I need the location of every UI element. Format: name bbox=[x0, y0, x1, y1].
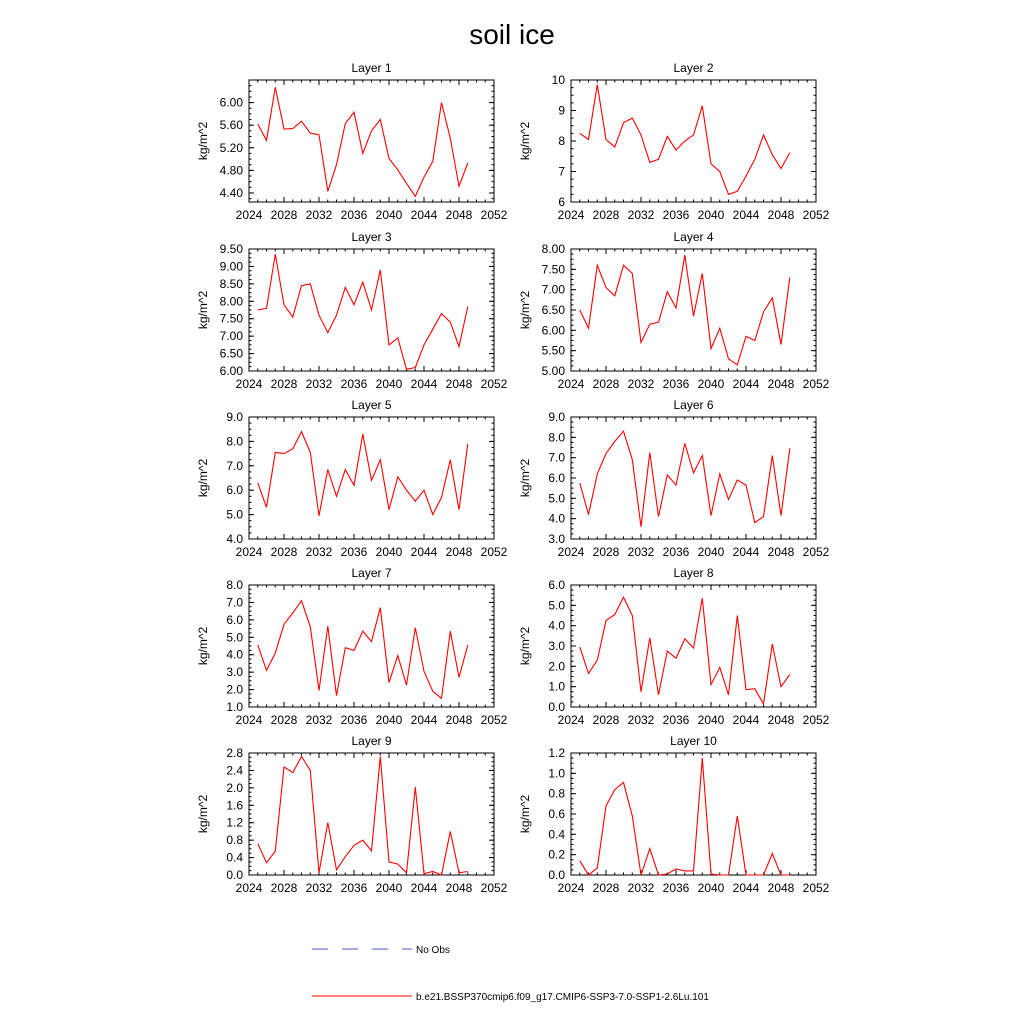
y-tick-label: 1.6 bbox=[226, 798, 243, 813]
y-tick-label: 1.0 bbox=[548, 766, 565, 781]
y-tick-label: 5.00 bbox=[541, 364, 565, 378]
y-tick-label: 8.00 bbox=[219, 294, 243, 309]
y-tick-label: 3.0 bbox=[226, 665, 243, 680]
panel-layer-5 bbox=[196, 398, 508, 559]
x-tick-label: 2028 bbox=[592, 545, 620, 559]
y-tick-label: 0.6 bbox=[548, 807, 565, 821]
x-tick-label: 2028 bbox=[270, 545, 298, 559]
y-tick-label: 8.0 bbox=[226, 578, 243, 592]
legend-run-label: b.e21.BSSP370cmip6.f09_g17.CMIP6-SSP3-7.0-SSP1-2.6Lu.101 bbox=[416, 992, 709, 1003]
y-tick-label: 1.0 bbox=[548, 679, 565, 694]
x-tick-label: 2052 bbox=[480, 881, 508, 895]
y-tick-label: 9.00 bbox=[219, 259, 243, 274]
y-tick-label: 6.50 bbox=[541, 303, 565, 317]
x-tick-label: 2048 bbox=[767, 377, 795, 391]
y-tick-label: 4.0 bbox=[226, 647, 243, 662]
y-tick-label: 1.0 bbox=[226, 700, 243, 714]
y-tick-label: 9 bbox=[558, 103, 565, 118]
x-tick-label: 2040 bbox=[375, 881, 403, 895]
x-tick-label: 2036 bbox=[340, 377, 368, 391]
x-tick-label: 2044 bbox=[732, 208, 760, 222]
panel-title: Layer 3 bbox=[351, 230, 392, 244]
series-line bbox=[258, 757, 468, 876]
x-tick-label: 2036 bbox=[340, 713, 368, 727]
y-axis-label: kg/m^2 bbox=[518, 458, 532, 498]
y-tick-label: 2.0 bbox=[226, 682, 243, 697]
x-tick-label: 2040 bbox=[375, 208, 403, 222]
series-line bbox=[580, 431, 790, 527]
y-tick-label: 7.00 bbox=[219, 329, 243, 344]
panel-layer-2 bbox=[518, 61, 830, 222]
y-tick-label: 5.50 bbox=[541, 343, 565, 358]
panel-layer-4 bbox=[518, 230, 830, 391]
x-tick-label: 2036 bbox=[340, 208, 368, 222]
x-tick-label: 2048 bbox=[445, 713, 473, 727]
y-tick-label: 6.00 bbox=[219, 364, 243, 378]
y-tick-label: 7.50 bbox=[541, 262, 565, 277]
series-line bbox=[580, 758, 790, 875]
y-tick-label: 6.50 bbox=[219, 346, 243, 361]
panel-layer-1 bbox=[196, 61, 508, 222]
x-tick-label: 2028 bbox=[592, 208, 620, 222]
y-tick-label: 6 bbox=[558, 195, 565, 209]
y-tick-label: 7 bbox=[558, 164, 565, 179]
x-tick-label: 2052 bbox=[802, 208, 830, 222]
x-tick-label: 2044 bbox=[732, 545, 760, 559]
x-tick-label: 2040 bbox=[697, 545, 725, 559]
x-tick-label: 2044 bbox=[410, 881, 438, 895]
x-tick-label: 2032 bbox=[305, 545, 333, 559]
x-tick-label: 2052 bbox=[802, 713, 830, 727]
x-tick-label: 2036 bbox=[662, 881, 690, 895]
x-tick-label: 2040 bbox=[697, 208, 725, 222]
x-tick-label: 2032 bbox=[305, 713, 333, 727]
y-tick-label: 2.4 bbox=[226, 763, 243, 778]
panel-title: Layer 1 bbox=[351, 61, 392, 75]
y-tick-label: 6.00 bbox=[219, 95, 243, 110]
panel-title: Layer 4 bbox=[673, 230, 714, 244]
x-tick-label: 2028 bbox=[270, 881, 298, 895]
x-tick-label: 2024 bbox=[557, 881, 585, 895]
panel-title: Layer 8 bbox=[673, 566, 714, 580]
y-tick-label: 5.60 bbox=[219, 118, 243, 133]
y-tick-label: 8.0 bbox=[226, 434, 243, 449]
x-tick-label: 2032 bbox=[627, 377, 655, 391]
y-tick-label: 7.50 bbox=[219, 311, 243, 326]
x-tick-label: 2044 bbox=[410, 208, 438, 222]
y-axis-label: kg/m^2 bbox=[518, 121, 532, 161]
x-tick-label: 2048 bbox=[767, 545, 795, 559]
y-tick-label: 2.8 bbox=[226, 746, 243, 760]
panel-layer-3 bbox=[196, 230, 508, 391]
y-tick-label: 8.50 bbox=[219, 276, 243, 291]
x-tick-label: 2040 bbox=[375, 377, 403, 391]
panel-title: Layer 5 bbox=[351, 398, 392, 412]
y-tick-label: 9.0 bbox=[548, 410, 565, 424]
x-tick-label: 2024 bbox=[235, 377, 263, 391]
x-tick-label: 2028 bbox=[270, 208, 298, 222]
x-tick-label: 2032 bbox=[305, 881, 333, 895]
x-tick-label: 2052 bbox=[802, 881, 830, 895]
x-tick-label: 2048 bbox=[445, 208, 473, 222]
panel-layer-8 bbox=[518, 566, 830, 727]
y-tick-label: 4.0 bbox=[226, 532, 243, 546]
y-tick-label: 0.0 bbox=[226, 868, 243, 882]
y-tick-label: 7.0 bbox=[226, 595, 243, 610]
series-line bbox=[258, 87, 468, 196]
x-tick-label: 2024 bbox=[235, 208, 263, 222]
x-tick-label: 2028 bbox=[592, 713, 620, 727]
y-axis-label: kg/m^2 bbox=[196, 626, 210, 666]
x-tick-label: 2036 bbox=[662, 713, 690, 727]
x-tick-label: 2032 bbox=[627, 208, 655, 222]
legend bbox=[312, 945, 709, 1003]
y-axis-label: kg/m^2 bbox=[518, 626, 532, 666]
panel-layer-10 bbox=[518, 734, 830, 895]
y-tick-label: 4.40 bbox=[219, 185, 243, 200]
x-tick-label: 2032 bbox=[627, 545, 655, 559]
figure-title: soil ice bbox=[469, 19, 555, 50]
plot-frame bbox=[249, 753, 494, 875]
x-tick-label: 2048 bbox=[445, 377, 473, 391]
panel-title: Layer 9 bbox=[351, 734, 392, 748]
x-tick-label: 2040 bbox=[375, 545, 403, 559]
y-tick-label: 9.0 bbox=[226, 410, 243, 424]
y-tick-label: 3.0 bbox=[548, 532, 565, 546]
x-tick-label: 2036 bbox=[662, 208, 690, 222]
y-tick-label: 0.0 bbox=[548, 700, 565, 714]
y-tick-label: 6.0 bbox=[226, 483, 243, 498]
y-tick-label: 7.00 bbox=[541, 282, 565, 297]
y-tick-label: 1.2 bbox=[226, 815, 243, 830]
x-tick-label: 2032 bbox=[305, 208, 333, 222]
y-tick-label: 5.0 bbox=[548, 598, 565, 613]
y-tick-label: 5.0 bbox=[226, 507, 243, 522]
x-tick-label: 2052 bbox=[480, 713, 508, 727]
plot-frame bbox=[249, 585, 494, 707]
x-tick-label: 2032 bbox=[627, 881, 655, 895]
y-tick-label: 7.0 bbox=[226, 458, 243, 473]
series-line bbox=[580, 597, 790, 704]
y-axis-label: kg/m^2 bbox=[196, 794, 210, 834]
panel-layer-6 bbox=[518, 398, 830, 559]
x-tick-label: 2044 bbox=[732, 881, 760, 895]
x-tick-label: 2024 bbox=[557, 377, 585, 391]
panel-layer-9 bbox=[196, 734, 508, 895]
legend-no-obs-label: No Obs bbox=[416, 945, 450, 956]
x-tick-label: 2040 bbox=[697, 881, 725, 895]
x-tick-label: 2028 bbox=[270, 377, 298, 391]
y-tick-label: 1.2 bbox=[548, 746, 565, 760]
x-tick-label: 2048 bbox=[767, 881, 795, 895]
y-tick-label: 4.0 bbox=[548, 618, 565, 633]
y-tick-label: 0.8 bbox=[226, 833, 243, 848]
x-tick-label: 2040 bbox=[375, 713, 403, 727]
x-tick-label: 2048 bbox=[767, 208, 795, 222]
plot-frame bbox=[571, 249, 816, 371]
x-tick-label: 2032 bbox=[627, 713, 655, 727]
y-tick-label: 0.0 bbox=[548, 868, 565, 882]
y-tick-label: 2.0 bbox=[226, 780, 243, 795]
y-axis-label: kg/m^2 bbox=[196, 458, 210, 498]
y-axis-label: kg/m^2 bbox=[518, 290, 532, 330]
y-tick-label: 8.00 bbox=[541, 242, 565, 256]
y-tick-label: 6.0 bbox=[226, 612, 243, 627]
x-tick-label: 2044 bbox=[410, 545, 438, 559]
x-tick-label: 2024 bbox=[235, 881, 263, 895]
series-line bbox=[580, 255, 790, 365]
y-tick-label: 6.00 bbox=[541, 323, 565, 338]
y-axis-label: kg/m^2 bbox=[196, 121, 210, 161]
x-tick-label: 2044 bbox=[410, 377, 438, 391]
x-tick-label: 2036 bbox=[662, 377, 690, 391]
x-tick-label: 2052 bbox=[802, 545, 830, 559]
x-tick-label: 2024 bbox=[235, 545, 263, 559]
series-line bbox=[580, 85, 790, 195]
y-tick-label: 6.0 bbox=[548, 578, 565, 592]
x-tick-label: 2032 bbox=[305, 377, 333, 391]
x-tick-label: 2048 bbox=[445, 545, 473, 559]
panel-title: Layer 6 bbox=[673, 398, 714, 412]
y-tick-label: 5.0 bbox=[226, 630, 243, 645]
plot-frame bbox=[571, 753, 816, 875]
x-tick-label: 2052 bbox=[480, 208, 508, 222]
x-tick-label: 2040 bbox=[697, 377, 725, 391]
panel-title: Layer 7 bbox=[351, 566, 392, 580]
y-tick-label: 8.0 bbox=[548, 430, 565, 445]
y-tick-label: 7.0 bbox=[548, 450, 565, 465]
panels bbox=[196, 61, 830, 895]
y-tick-label: 3.0 bbox=[548, 639, 565, 653]
panel-layer-7 bbox=[196, 566, 508, 727]
plot-frame bbox=[571, 417, 816, 539]
x-tick-label: 2028 bbox=[592, 377, 620, 391]
y-tick-label: 0.4 bbox=[226, 850, 243, 865]
y-tick-label: 0.8 bbox=[548, 786, 565, 801]
x-tick-label: 2036 bbox=[340, 545, 368, 559]
y-tick-label: 9.50 bbox=[219, 242, 243, 256]
x-tick-label: 2052 bbox=[480, 377, 508, 391]
x-tick-label: 2048 bbox=[767, 713, 795, 727]
x-tick-label: 2024 bbox=[235, 713, 263, 727]
y-tick-label: 6.0 bbox=[548, 471, 565, 485]
x-tick-label: 2024 bbox=[557, 713, 585, 727]
x-tick-label: 2036 bbox=[340, 881, 368, 895]
y-tick-label: 5.0 bbox=[548, 491, 565, 506]
y-tick-label: 2.0 bbox=[548, 659, 565, 674]
panel-title: Layer 2 bbox=[673, 61, 714, 75]
series-line bbox=[258, 254, 468, 369]
panel-title: Layer 10 bbox=[670, 734, 717, 748]
x-tick-label: 2052 bbox=[802, 377, 830, 391]
plot-frame bbox=[249, 80, 494, 202]
x-tick-label: 2040 bbox=[697, 713, 725, 727]
y-tick-label: 10 bbox=[551, 73, 565, 87]
x-tick-label: 2024 bbox=[557, 208, 585, 222]
x-tick-label: 2044 bbox=[410, 713, 438, 727]
y-tick-label: 5.20 bbox=[219, 140, 243, 155]
x-tick-label: 2028 bbox=[270, 713, 298, 727]
x-tick-label: 2052 bbox=[480, 545, 508, 559]
y-tick-label: 0.2 bbox=[548, 847, 565, 862]
y-tick-label: 0.4 bbox=[548, 827, 565, 842]
x-tick-label: 2028 bbox=[592, 881, 620, 895]
y-axis-label: kg/m^2 bbox=[196, 290, 210, 330]
y-tick-label: 4.80 bbox=[219, 163, 243, 178]
y-axis-label: kg/m^2 bbox=[518, 794, 532, 834]
x-tick-label: 2024 bbox=[557, 545, 585, 559]
y-tick-label: 8 bbox=[558, 134, 565, 148]
x-tick-label: 2044 bbox=[732, 713, 760, 727]
y-tick-label: 4.0 bbox=[548, 511, 565, 526]
x-tick-label: 2048 bbox=[445, 881, 473, 895]
x-tick-label: 2036 bbox=[662, 545, 690, 559]
series-line bbox=[258, 432, 468, 516]
x-tick-label: 2044 bbox=[732, 377, 760, 391]
series-line bbox=[258, 601, 468, 699]
